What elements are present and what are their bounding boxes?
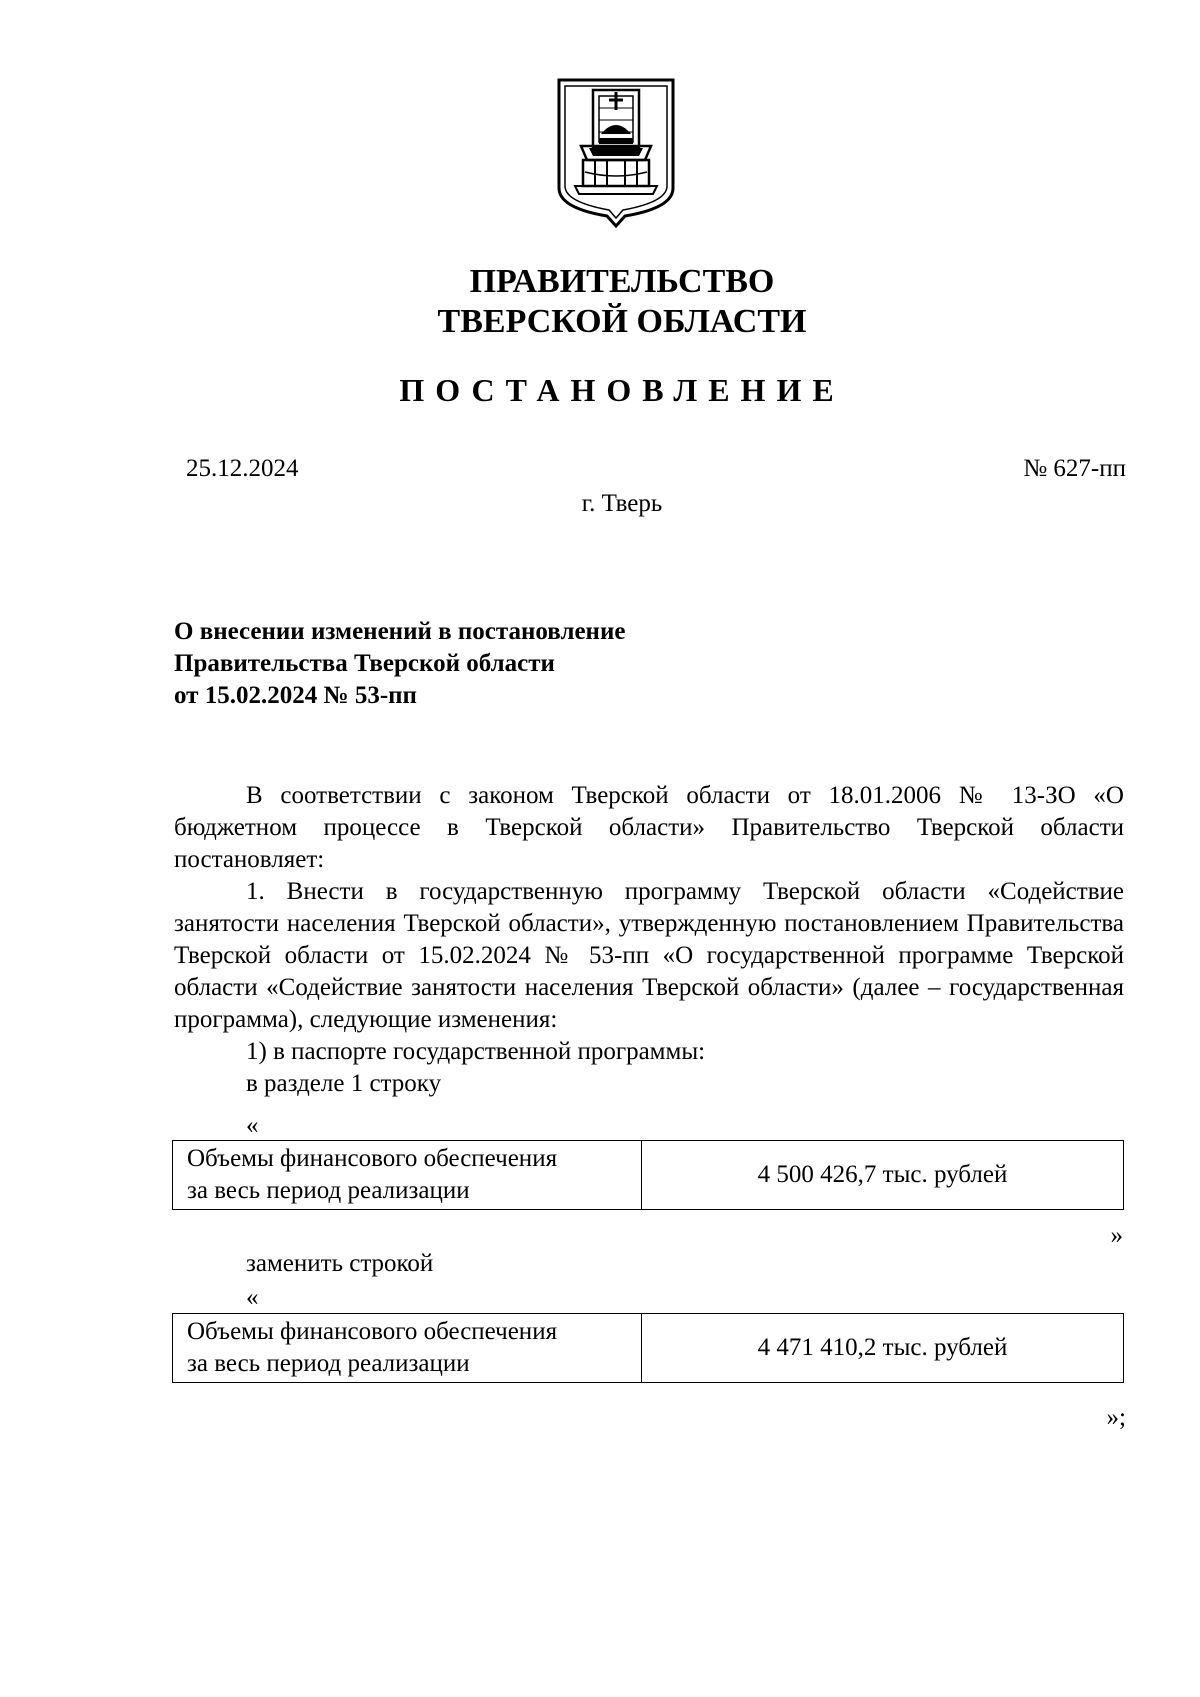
financing-value: 4 471 410,2 тыс. рублей [642,1314,1124,1383]
government-name-line1: ПРАВИТЕЛЬСТВО [469,263,775,300]
label-line2: за весь период реализации [187,1177,470,1204]
open-quote-1: « [246,1112,259,1139]
close-quote-2: »; [1106,1404,1126,1431]
label-line1: Объемы финансового обеспечения [187,1145,558,1172]
document-city: г. Тверь [581,490,663,517]
subject-line3: от 15.02.2024 № 53-пп [174,682,417,709]
section-line-paragraph: в разделе 1 строку [246,1070,442,1097]
subitem-1-paragraph: 1) в паспорте государственной программы: [246,1038,706,1065]
financing-table-old [172,1140,1124,1210]
financing-value: 4 500 426,7 тыс. рублей [642,1141,1124,1210]
financing-label [173,1314,642,1383]
preamble-paragraph: В соответствии с законом Тверской области от 18.01.2006 № 13-ЗО «О бюджетном процессе в Тверской области» Правительство Тверской области постановляет: [174,782,1124,873]
document-date: 25.12.2024 [186,455,299,482]
document-number: № 627-пп [1023,455,1126,482]
document-subject [174,616,625,712]
subject-line2: Правительства Тверской области [174,650,555,677]
label-line2: за весь период реализации [187,1350,470,1377]
financing-table-new [172,1313,1124,1383]
government-title [0,262,1200,342]
table-row [173,1141,1124,1210]
replace-with-text: заменить строкой [246,1250,434,1277]
coat-of-arms-icon [555,76,677,228]
close-quote-1: » [1110,1222,1123,1249]
label-line1: Объемы финансового обеспечения [187,1318,558,1345]
government-name-line2: ТВЕРСКОЙ ОБЛАСТИ [437,303,807,340]
subject-line1: О внесении изменений в постановление [174,618,626,645]
financing-label [173,1141,642,1210]
item-1-paragraph: 1. Внести в государственную программу Тверской области «Содействие занятости населения Тверской области», утвержденную постановлением Правительства Тверской области от 15.02.2024 № 53-пп «О государственной программе Тверской области «Содействие занятости населения Тверской области» (далее – государственная программа), следующие изменения: [174,878,1124,1033]
document-body [174,780,1124,1100]
table-row [173,1314,1124,1383]
open-quote-2: « [246,1284,259,1311]
document-type: ПОСТАНОВЛЕНИЕ [399,372,845,408]
